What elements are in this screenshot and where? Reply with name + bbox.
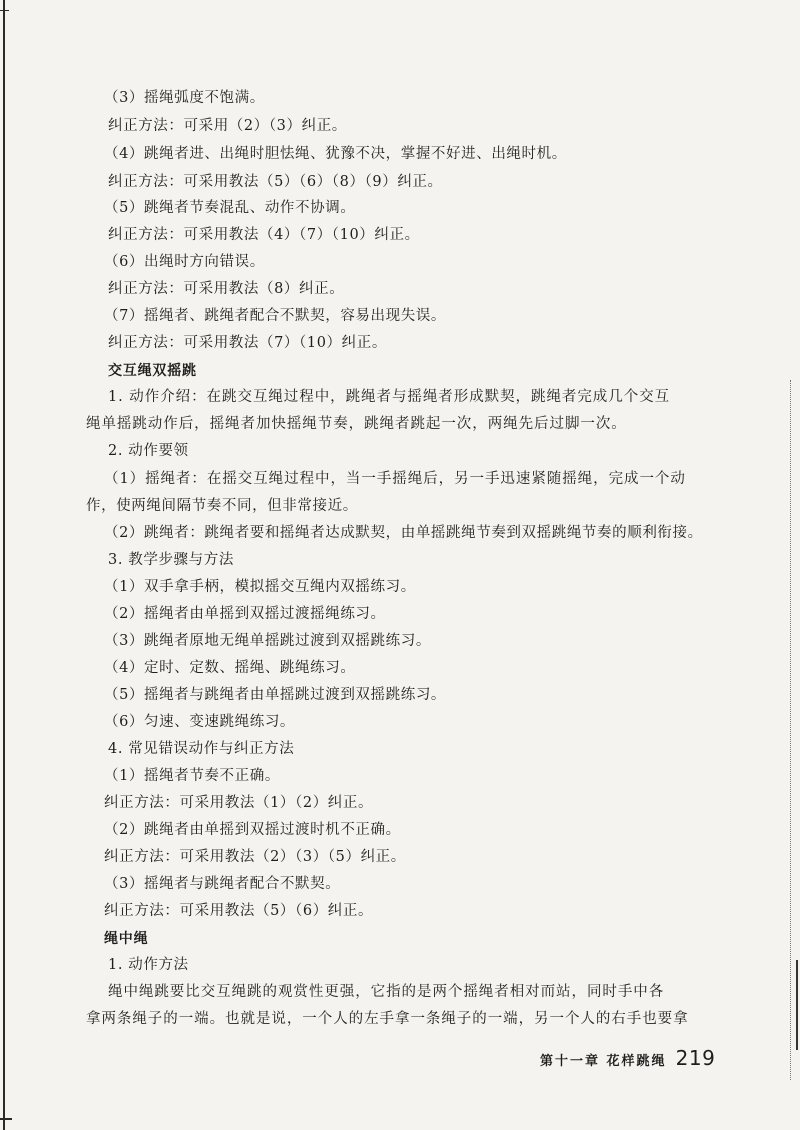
text-line: （3）跳绳者原地无绳单摇跳过渡到双摇跳练习。 [104, 633, 431, 649]
text-line: （3）摇绳弧度不饱满。 [104, 90, 265, 106]
text-line: 纠正方法：可采用教法（1）（2）纠正。 [104, 795, 374, 811]
text-line: 纠正方法：可采用（2）（3）纠正。 [108, 118, 347, 134]
text-line: （6）匀速、变速跳绳练习。 [104, 714, 296, 730]
text-line: 纠正方法：可采用教法（8）纠正。 [108, 281, 345, 297]
text-line: 绳中绳跳要比交互绳跳的观赏性更强，它指的是两个摇绳者相对而站，同时手中各 [108, 984, 665, 1000]
text-line: 纠正方法：可采用教法（7）（10）纠正。 [108, 335, 387, 351]
text-line: 4. 常见错误动作与纠正方法 [108, 741, 295, 757]
page-number: 219 [675, 1046, 716, 1070]
text-line: （5）跳绳者节奏混乱、动作不协调。 [104, 200, 356, 216]
section-heading: 交互绳双摇跳 [108, 363, 197, 379]
text-line: 绳单摇跳动作后，摇绳者加快摇绳节奏，跳绳者跳起一次，两绳先后过脚一次。 [86, 416, 627, 432]
text-line: （7）摇绳者、跳绳者配合不默契，容易出现失误。 [104, 308, 447, 324]
text-line: 纠正方法：可采用教法（4）（7）（10）纠正。 [108, 227, 420, 243]
text-line: （5）摇绳者与跳绳者由单摇跳过渡到双摇跳练习。 [104, 687, 447, 703]
text-line: 1. 动作介绍：在跳交互绳过程中，跳绳者与摇绳者形成默契，跳绳者完成几个交互 [108, 389, 671, 405]
text-line: （1）摇绳者节奏不正确。 [104, 768, 280, 784]
text-line: 1. 动作方法 [108, 957, 189, 973]
text-line: 2. 动作要领 [108, 443, 189, 459]
text-line: （3）摇绳者与跳绳者配合不默契。 [104, 876, 341, 892]
chapter-title: 第十一章 花样跳绳 [540, 1054, 667, 1069]
text-line: （6）出绳时方向错误。 [104, 254, 265, 270]
page-footer [540, 1046, 715, 1070]
text-line: （1）双手拿手柄，模拟摇交互绳内双摇练习。 [104, 579, 416, 595]
text-line: （4）跳绳者进、出绳时胆怯绳、犹豫不决，掌握不好进、出绳时机。 [104, 146, 567, 162]
text-line: 纠正方法：可采用教法（5）（6）纠正。 [104, 903, 374, 919]
text-line: （1）摇绳者：在摇交互绳过程中，当一手摇绳后，另一手迅速紧随摇绳，完成一个动 [104, 471, 686, 487]
text-line: （4）定时、定数、摇绳、跳绳练习。 [104, 660, 356, 676]
text-line: 纠正方法：可采用教法（5）（6）（8）（9）纠正。 [108, 174, 443, 190]
section-heading: 绳中绳 [104, 931, 149, 947]
text-line: 3. 教学步骤与方法 [108, 552, 234, 568]
text-line: 纠正方法：可采用教法（2）（3）（5）纠正。 [104, 849, 406, 865]
text-line: （2）跳绳者：跳绳者要和摇绳者达成默契，由单摇跳绳节奏到双摇跳绳节奏的顺利衔接。 [104, 525, 703, 541]
text-line: 作，使两绳间隔节奏不同，但非常接近。 [86, 498, 358, 514]
text-line: （2）摇绳者由单摇到双摇过渡摇绳练习。 [104, 606, 386, 622]
text-line: （2）跳绳者由单摇到双摇过渡时机不正确。 [104, 822, 401, 838]
text-line: 拿两条绳子的一端。也就是说，一个人的左手拿一条绳子的一端，另一个人的右手也要拿 [86, 1011, 689, 1027]
